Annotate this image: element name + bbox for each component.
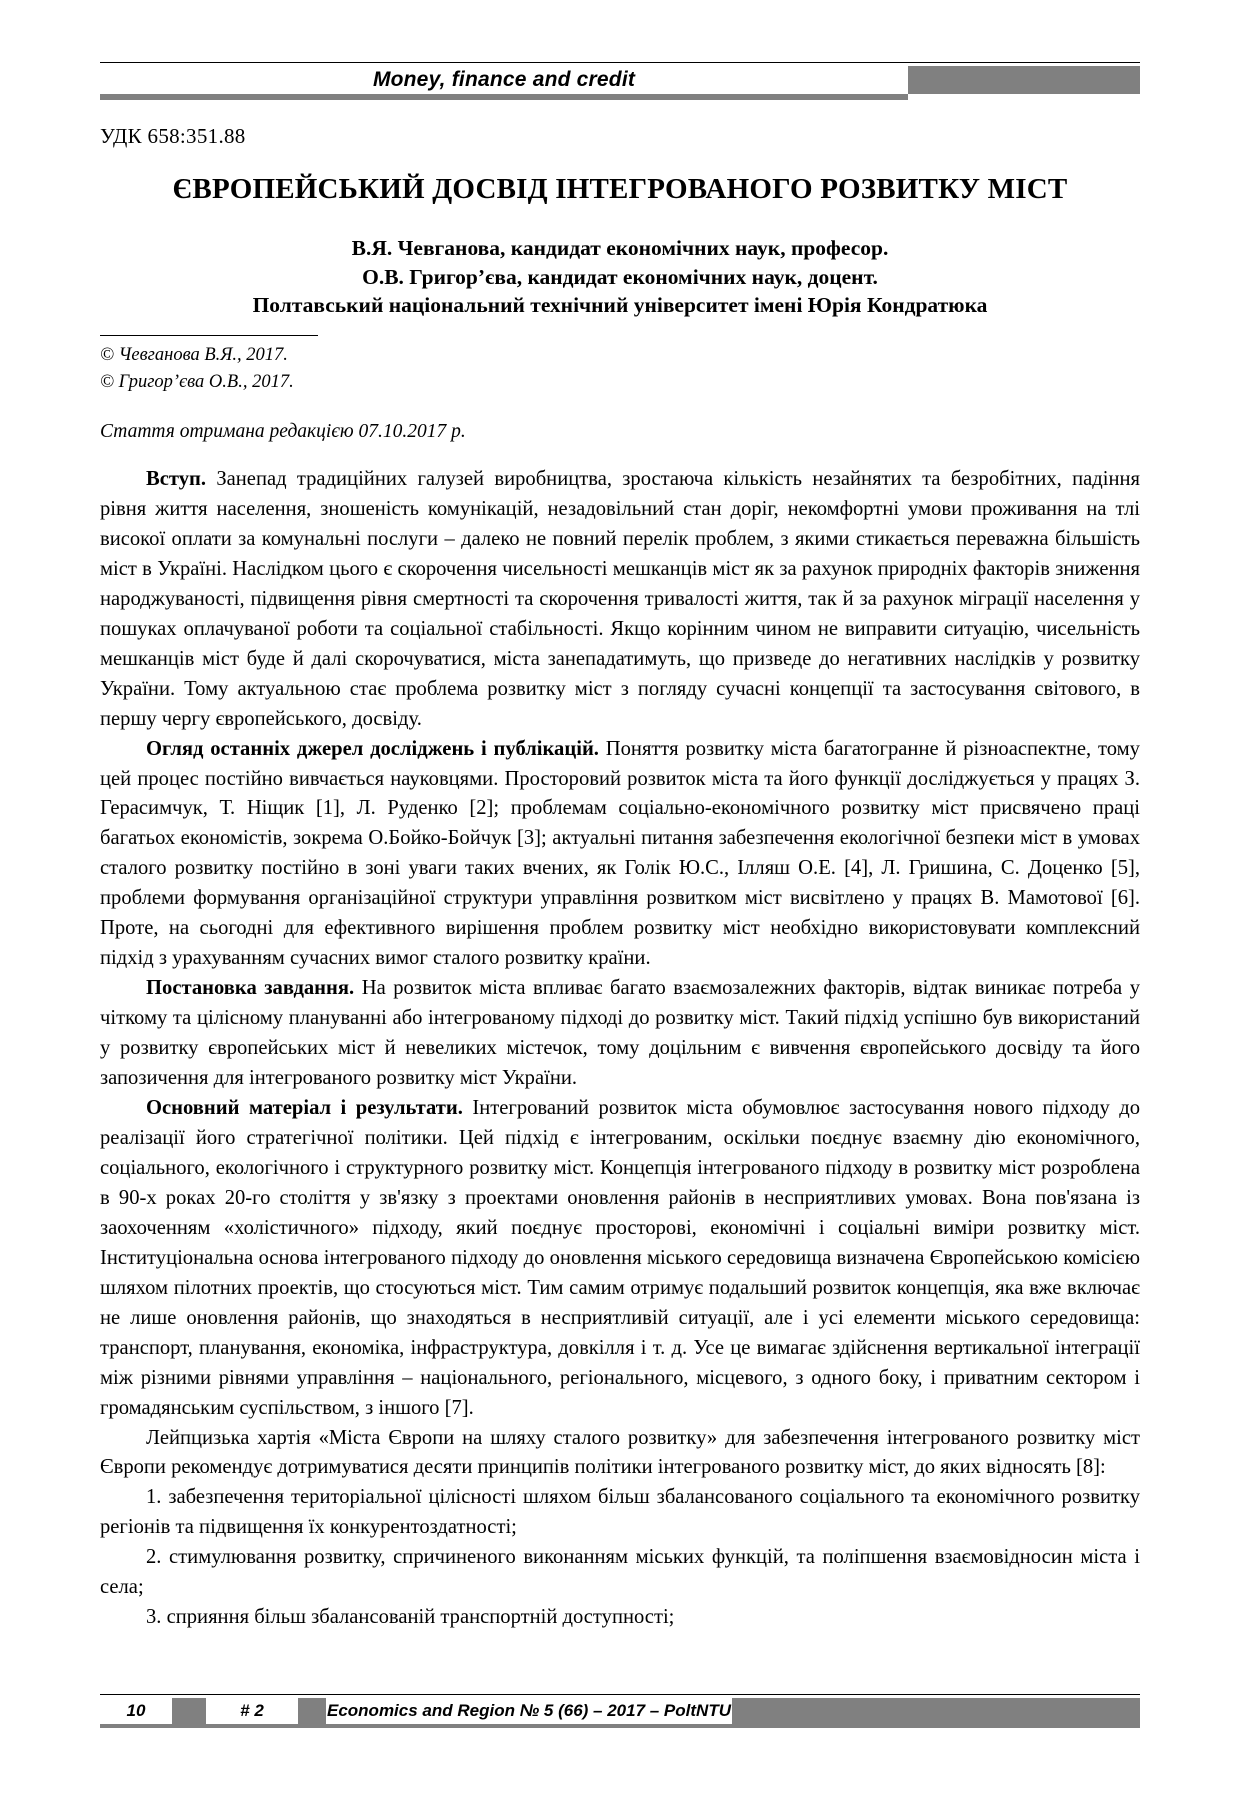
header-band <box>100 66 1140 94</box>
author-block <box>100 234 1140 319</box>
running-header-title: Money, finance and credit <box>372 68 636 91</box>
page-footer <box>100 1694 1140 1728</box>
header-gray-block <box>908 66 1140 94</box>
footer-journal-title: Economics and Region № 5 (66) – 2017 – PoltNTU <box>327 1701 731 1720</box>
section-text-literature-review: Поняття розвитку міста багатогранне й різноаспектне, тому цей процес постійно вивчається науковцями. Просторовий розвиток міста та його функції досліджується у працях З. Герасимчук, Т. Ніщик [1], Л. Руденко [2]; проблемам соціально-економічного розвитку міст присвячено праці багатьох економістів, зокрема О.Бойко-Бойчук [3]; актуальні питання забезпечення екологічної безпеки міст в умовах сталого розвитку постійно в зоні уваги таких вчених, як Голік Ю.С., Ілляш О.Е. [4], Л. Гришина, С. Доценко [5], проблеми формування організаційної структури управління розвитком міст висвітлено у працях В. Мамотової [6]. Проте, на сьогодні для ефективного вирішення проблем розвитку міст необхідно використовувати комплексний підхід з урахуванням сучасних вимог сталого розвитку країни. <box>100 737 1140 970</box>
author-line-2: О.В. Григор’єва, кандидат економічних наук, доцент. <box>362 264 878 289</box>
footer-issue-number: # 2 <box>240 1701 264 1720</box>
footer-gray-block-2 <box>298 1698 326 1724</box>
section-text-main-material: Інтегрований розвиток міста обумовлює застосування нового підходу до реалізації його стратегічної політики. Цей підхід є інтегрованим, оскільки поєднує взаємну дію економічного, соціального, екологічного і структурного розвитку міст. Концепція інтегрованого підходу в розвитку міст розроблена в 90-х роках 20-го століття у зв'язку з проектами оновлення районів в несприятливих умовах. Вона пов'язана із заохоченням «холістичного» підходу, який поєднує просторові, економічні і соціальні виміри розвитку міст. Інституціональна основа інтегрованого підходу до оновлення міського середовища визначена Європейською комісією шляхом пілотних проектів, що стосуються міст. Тим самим отримує подальший розвиток концепція, яка вже включає не лише оновлення районів, що знаходяться в несприятливій ситуації, але і усі елементи міського середовища: транспорт, планування, економіка, інфраструктура, довкілля і т. д. Усе це вимагає здійснення вертикальної інтеграції між різними рівнями управління – національного, регіонального, місцевого, з одного боку, і приватним сектором і громадянським суспільством, з іншого [7]. <box>100 1097 1140 1419</box>
copyright-block <box>100 342 1140 395</box>
affiliation-line: Полтавський національний технічний університет імені Юрія Кондратюка <box>252 293 988 318</box>
section-lead-problem-statement: Постановка завдання. <box>146 977 355 1000</box>
received-date: Стаття отримана редакцією 07.10.2017 р. <box>100 421 466 442</box>
section-text-intro: Занепад традиційних галузей виробництва, зростаюча кількість незайнятих та безробітних, падіння рівня життя населення, зношеність комунікацій, незадовільний стан доріг, некомфортні умови проживання на тлі високої оплати за комунальні послуги – далеко не повний перелік проблем, з якими стикається переважна більшість міст в Україні. Наслідком цього є скорочення чисельності мешканців міст як за рахунок природніх факторів зниження народжуваності, підвищення рівня смертності та скорочення тривалості життя, так й за рахунок міграції населення у пошуках оплачуваної роботи та соціальної стабільності. Якщо корінним чином не виправити ситуацію, чисельність мешканців міст буде й далі скорочуватися, міста занепадатимуть, що призведе до негативних наслідків у розвитку України. Тому актуальною стає проблема розвитку міст з погляду сучасні концепції та застосування світового, в першу чергу європейського, досвіду. <box>100 468 1140 730</box>
header-bottom-rule <box>100 94 908 100</box>
footer-gray-block-1 <box>172 1698 206 1724</box>
running-header <box>100 62 1140 102</box>
section-lead-intro: Вступ. <box>146 468 207 490</box>
paragraph-literature-review <box>100 735 1140 975</box>
paragraph-main-material <box>100 1094 1140 1423</box>
page-title: ЄВРОПЕЙСЬКИЙ ДОСВІД ІНТЕГРОВАНОГО РОЗВИТКУ МІСТ <box>172 173 1068 205</box>
principle-item-3: 3. сприяння більш збалансованій транспортній доступності; <box>146 1606 675 1629</box>
paragraph-intro <box>100 465 1140 735</box>
principle-item-1: 1. забезпечення територіальної цілісності шляхом більш збалансованого соціального та економічного розвитку регіонів та підвищення їх конкурентоздатності; <box>100 1486 1140 1539</box>
udc-code: УДК 658:351.88 <box>100 124 246 148</box>
principle-item-2: 2. стимулювання розвитку, спричиненого виконанням міських функцій, та поліпшення взаємовідносин міста і села; <box>100 1546 1140 1599</box>
paragraph-leipzig-charter: Лейпцизька хартія «Міста Європи на шляху сталого розвитку» для забезпечення інтегрованого розвитку міст Європи рекомендує дотримуватися десяти принципів політики інтегрованого розвитку міст, до яких відносять [8]: <box>100 1426 1140 1479</box>
footer-journal-cell <box>326 1698 732 1724</box>
document-page <box>0 62 1240 1816</box>
section-text-problem-statement: На розвиток міста впливає багато взаємозалежних факторів, відтак виникає потреба у чіткому та цілісному плануванні або інтегрованому підході до розвитку міст. Такий підхід успішно був використаний у розвитку європейських міст й невеликих містечок, тому доцільним є вивчення європейського досвіду та його запозичення для інтегрованого розвитку міст України. <box>100 977 1141 1090</box>
copyright-line-2: © Григор’єва О.В., 2017. <box>100 371 294 392</box>
footer-page-number-cell <box>100 1698 172 1724</box>
footer-bottom-rule <box>100 1724 1140 1728</box>
article-body <box>100 465 1140 1633</box>
paragraph-problem-statement <box>100 974 1140 1094</box>
copyright-divider <box>100 335 318 336</box>
footer-band <box>100 1698 1140 1724</box>
copyright-line-1: © Чевганова В.Я., 2017. <box>100 345 288 366</box>
footer-gray-block-3 <box>732 1698 1140 1724</box>
header-title-cell <box>100 66 908 94</box>
author-line-1: В.Я. Чевганова, кандидат економічних наук, професор. <box>351 236 889 261</box>
section-lead-main-material: Основний матеріал і результати. <box>146 1097 463 1120</box>
footer-issue-cell <box>206 1698 298 1724</box>
footer-page-number: 10 <box>126 1701 146 1720</box>
section-lead-literature-review: Огляд останніх джерел досліджень і публікацій. <box>146 737 599 760</box>
